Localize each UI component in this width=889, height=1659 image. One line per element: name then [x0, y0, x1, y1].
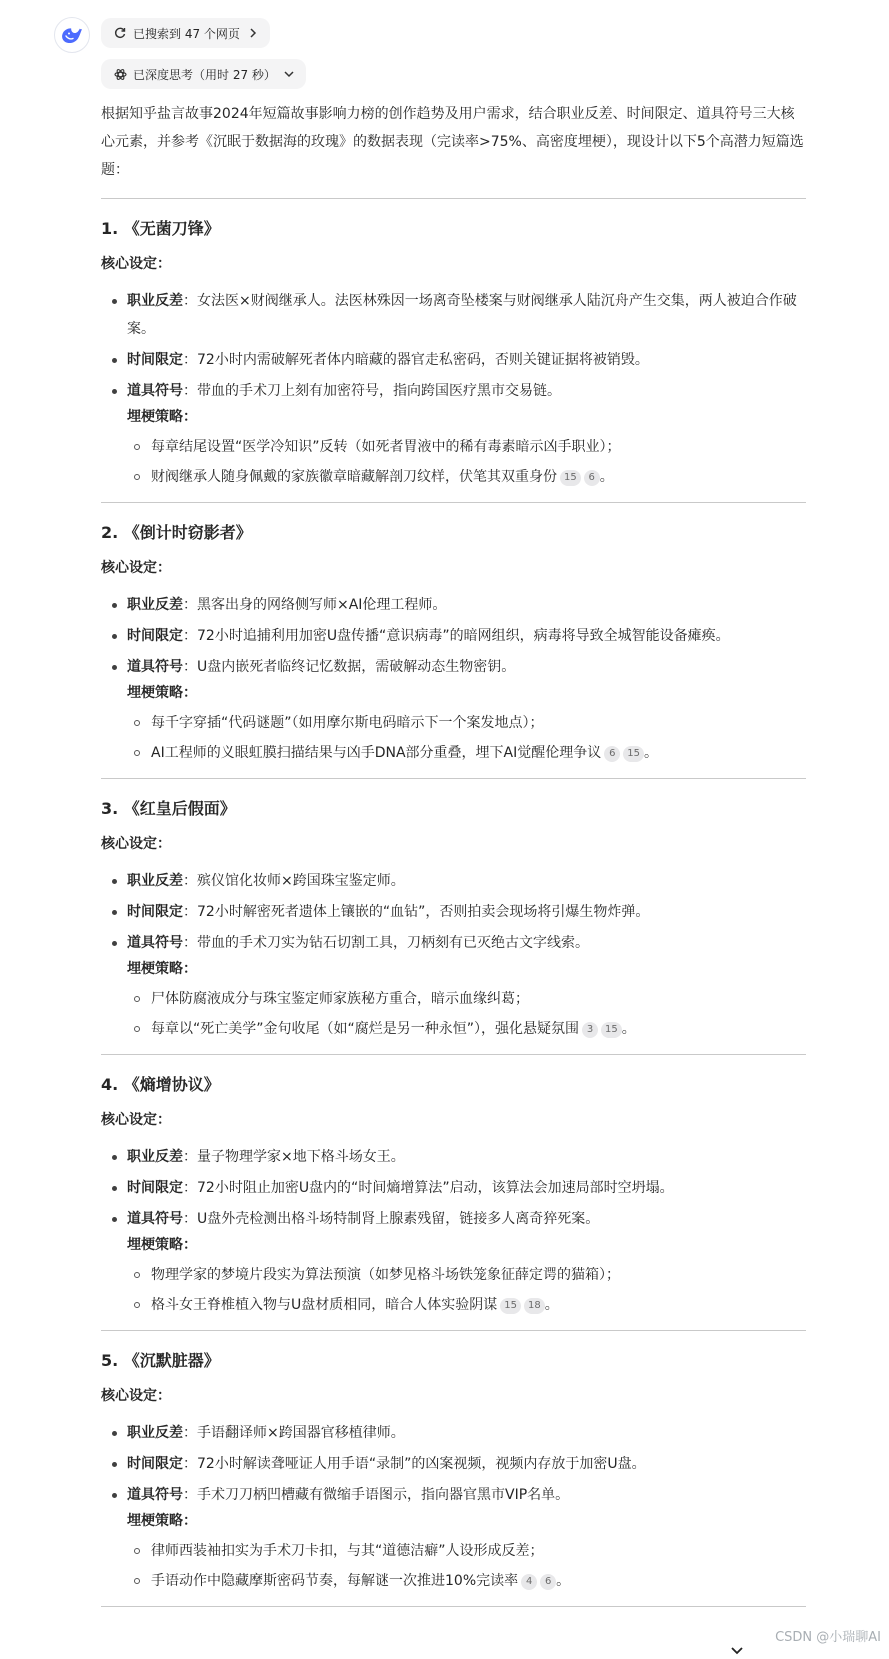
topic-sections [101, 198, 806, 1607]
strategy-list [127, 988, 806, 1040]
strategy-label [127, 1234, 806, 1256]
time-label: 时间限定 [127, 352, 183, 368]
strategy-text: 尸体防腐液成分与珠宝鉴定师家族秘方重合，暗示血缘纠葛； [151, 991, 529, 1007]
strategy-item [127, 1264, 806, 1286]
setting-item-prop [101, 377, 806, 405]
career-label: 职业反差 [127, 1425, 183, 1441]
time-text: 72小时解密死者遗体上镶嵌的“血钻”，否则拍卖会现场将引爆生物炸弹。 [197, 904, 650, 920]
label-colon: ： [183, 904, 197, 920]
chevron-down-icon [730, 1646, 744, 1656]
scroll-down-button[interactable] [727, 1643, 747, 1659]
intro-paragraph: 根据知乎盐言故事2024年短篇故事影响力榜的创作趋势及用户需求，结合职业反差、时间限定、道具符号三大核心元素，并参考《沉眠于数据海的玫瑰》的数据表现（完读率>75%、高密度埋梗），现设计以下5个高潜力短篇选题： [101, 106, 804, 178]
chevron-right-icon [248, 28, 258, 38]
citation-badge[interactable]: 15 [500, 1298, 521, 1314]
time-label: 时间限定 [127, 1456, 183, 1472]
section-divider [101, 778, 806, 779]
prop-text: 带血的手术刀上刻有加密符号，指向跨国医疗黑市交易链。 [197, 383, 561, 399]
label-colon: ： [183, 873, 197, 889]
search-results-toggle[interactable] [101, 18, 270, 48]
strategy-item [127, 1018, 806, 1040]
topic-section [101, 521, 806, 764]
strategy-text: AI工程师的义眼虹膜扫描结果与凶手DNA部分重叠，埋下AI觉醒伦理争议 [151, 745, 602, 761]
label-colon: ： [183, 597, 197, 613]
strategy-text: 手语动作中隐藏摩斯密码节奏，每解谜一次推进10%完读率 [151, 1573, 519, 1589]
prop-text: 带血的手术刀实为钻石切割工具，刀柄刻有已灭绝古文字线索。 [197, 935, 589, 951]
chevron-down-icon [284, 69, 294, 79]
time-text: 72小时阻止加密U盘内的“时间熵增算法”启动，该算法会加速局部时空坍塌。 [197, 1180, 674, 1196]
setting-list [101, 1419, 806, 1509]
label-colon: ： [183, 293, 197, 309]
topic-title: 3. 《红皇后假面》 [101, 799, 236, 818]
strategy-text: 物理学家的梦境片段实为算法预演（如梦见格斗场铁笼象征薛定谔的猫箱）； [151, 1267, 620, 1283]
strategy-label-text: 埋梗策略 [127, 685, 183, 701]
answer-content [101, 96, 806, 1607]
setting-list [101, 591, 806, 681]
strategy-list [127, 1264, 806, 1316]
strategy-text: 每章以“死亡美学”金句收尾（如“腐烂是另一种永恒”），强化悬疑氛围 [151, 1021, 580, 1037]
strategy-label-text: 埋梗策略 [127, 961, 183, 977]
strategy-end-punct: 。 [544, 1297, 559, 1313]
atom-thinking-icon [113, 67, 127, 81]
whale-logo-icon [60, 25, 84, 45]
career-text: 量子物理学家×地下格斗场女王。 [197, 1149, 405, 1165]
deep-thinking-toggle[interactable] [101, 59, 306, 89]
label-colon: ： [183, 1237, 197, 1253]
strategy-label [127, 406, 806, 428]
setting-item-career [101, 1419, 806, 1447]
label-colon: ： [183, 1211, 197, 1227]
label-colon: ： [183, 961, 197, 977]
setting-item-time [101, 1450, 806, 1478]
citation-badge[interactable]: 3 [582, 1022, 598, 1038]
topic-title: 5. 《沉默脏器》 [101, 1351, 220, 1370]
label-colon: ： [183, 1425, 197, 1441]
setting-item-prop [101, 929, 806, 957]
setting-list [101, 867, 806, 957]
refresh-search-icon [113, 26, 127, 40]
label-colon: ： [183, 409, 197, 425]
citation-badge[interactable]: 15 [601, 1022, 622, 1038]
thinking-status-text: 已深度思考（用时 27 秒） [133, 67, 276, 82]
strategy-text: 财阀继承人随身佩戴的家族徽章暗藏解剖刀纹样，伏笔其双重身份 [151, 469, 557, 485]
time-label: 时间限定 [127, 1180, 183, 1196]
setting-item-career [101, 591, 806, 619]
strategy-item [127, 712, 806, 734]
prop-label: 道具符号 [127, 1211, 183, 1227]
search-status-text: 已搜索到 47 个网页 [133, 26, 240, 41]
strategy-text: 格斗女王脊椎植入物与U盘材质相同，暗合人体实验阴谋 [151, 1297, 498, 1313]
strategy-item [127, 988, 806, 1010]
prop-label: 道具符号 [127, 935, 183, 951]
topic-section [101, 797, 806, 1040]
prop-label: 道具符号 [127, 1487, 183, 1503]
label-colon: ： [183, 659, 197, 675]
label-colon: ： [183, 628, 197, 644]
core-setting-label: 核心设定： [101, 1112, 171, 1128]
citation-badge[interactable]: 6 [540, 1574, 556, 1590]
label-colon: ： [183, 935, 197, 951]
strategy-text: 每章结尾设置“医学冷知识”反转（如死者胃液中的稀有毒素暗示凶手职业）； [151, 439, 621, 455]
setting-item-time [101, 346, 806, 374]
label-colon: ： [183, 1487, 197, 1503]
deepseek-logo-avatar [54, 17, 90, 53]
time-text: 72小时内需破解死者体内暗藏的器官走私密码，否则关键证据将被销毁。 [197, 352, 649, 368]
strategy-label-text: 埋梗策略 [127, 1237, 183, 1253]
citation-badge[interactable]: 4 [521, 1574, 537, 1590]
setting-item-career [101, 1143, 806, 1171]
citation-badge[interactable]: 15 [623, 746, 644, 762]
setting-item-time [101, 898, 806, 926]
section-divider [101, 1606, 806, 1607]
prop-text: 手术刀刀柄凹槽藏有微缩手语图示，指向器官黑市VIP名单。 [197, 1487, 570, 1503]
citation-badge[interactable]: 15 [560, 470, 581, 486]
setting-item-time [101, 1174, 806, 1202]
strategy-item [127, 742, 806, 764]
time-label: 时间限定 [127, 628, 183, 644]
career-text: 手语翻译师×跨国器官移植律师。 [197, 1425, 405, 1441]
setting-item-prop [101, 1481, 806, 1509]
time-text: 72小时解读聋哑证人用手语“录制”的凶案视频，视频内存放于加密U盘。 [197, 1456, 646, 1472]
core-setting-label: 核心设定： [101, 1388, 171, 1404]
citation-badge[interactable]: 6 [584, 470, 600, 486]
strategy-item [127, 1540, 806, 1562]
strategy-text: 每千字穿插“代码谜题”（如用摩尔斯电码暗示下一个案发地点）； [151, 715, 544, 731]
label-colon: ： [183, 1149, 197, 1165]
prop-label: 道具符号 [127, 383, 183, 399]
strategy-list [127, 1540, 806, 1592]
strategy-label-text: 埋梗策略 [127, 1513, 183, 1529]
label-colon: ： [183, 383, 197, 399]
setting-item-prop [101, 1205, 806, 1233]
topic-title: 2. 《倒计时窃影者》 [101, 523, 252, 542]
strategy-label [127, 1510, 806, 1532]
strategy-item [127, 1294, 806, 1316]
setting-item-time [101, 622, 806, 650]
strategy-text: 律师西装袖扣实为手术刀卡扣，与其“道德洁癖”人设形成反差； [151, 1543, 544, 1559]
core-setting-label: 核心设定： [101, 256, 171, 272]
label-colon: ： [183, 1180, 197, 1196]
watermark: CSDN @小瑞聊AI [775, 1630, 881, 1645]
section-divider [101, 1054, 806, 1055]
topic-title: 4. 《熵增协议》 [101, 1075, 220, 1094]
topic-section [101, 1349, 806, 1592]
core-setting-label: 核心设定： [101, 560, 171, 576]
setting-list [101, 1143, 806, 1233]
strategy-label-text: 埋梗策略 [127, 409, 183, 425]
career-text: 女法医×财阀继承人。法医林殊因一场离奇坠楼案与财阀继承人陆沉舟产生交集，两人被迫合作破案。 [127, 293, 797, 337]
setting-item-career [101, 867, 806, 895]
career-label: 职业反差 [127, 293, 183, 309]
career-label: 职业反差 [127, 1149, 183, 1165]
strategy-label [127, 682, 806, 704]
time-label: 时间限定 [127, 904, 183, 920]
strategy-list [127, 436, 806, 488]
strategy-list [127, 712, 806, 764]
career-text: 黑客出身的网络侧写师×AI伦理工程师。 [197, 597, 447, 613]
strategy-end-punct: 。 [556, 1573, 571, 1589]
label-colon: ： [183, 1456, 197, 1472]
strategy-item [127, 466, 806, 488]
strategy-end-punct: 。 [599, 469, 614, 485]
section-divider [101, 198, 806, 199]
section-divider [101, 1330, 806, 1331]
strategy-label [127, 958, 806, 980]
setting-item-prop [101, 653, 806, 681]
prop-text: U盘内嵌死者临终记忆数据，需破解动态生物密钥。 [197, 659, 516, 675]
label-colon: ： [183, 1513, 197, 1529]
strategy-item [127, 436, 806, 458]
strategy-end-punct: 。 [643, 745, 658, 761]
prop-text: U盘外壳检测出格斗场特制肾上腺素残留，链接多人离奇猝死案。 [197, 1211, 600, 1227]
strategy-end-punct: 。 [621, 1021, 636, 1037]
label-colon: ： [183, 352, 197, 368]
citation-badge[interactable]: 6 [604, 746, 620, 762]
setting-item-career [101, 287, 806, 343]
career-label: 职业反差 [127, 873, 183, 889]
topic-section [101, 1073, 806, 1316]
core-setting-label: 核心设定： [101, 836, 171, 852]
citation-badge[interactable]: 18 [524, 1298, 545, 1314]
strategy-item [127, 1570, 806, 1592]
time-text: 72小时追捕利用加密U盘传播“意识病毒”的暗网组织，病毒将导致全城智能设备瘫痪。 [197, 628, 730, 644]
label-colon: ： [183, 685, 197, 701]
topic-section [101, 217, 806, 488]
setting-list [101, 287, 806, 405]
topic-title: 1. 《无菌刀锋》 [101, 219, 220, 238]
section-divider [101, 502, 806, 503]
career-text: 殡仪馆化妆师×跨国珠宝鉴定师。 [197, 873, 405, 889]
career-label: 职业反差 [127, 597, 183, 613]
prop-label: 道具符号 [127, 659, 183, 675]
